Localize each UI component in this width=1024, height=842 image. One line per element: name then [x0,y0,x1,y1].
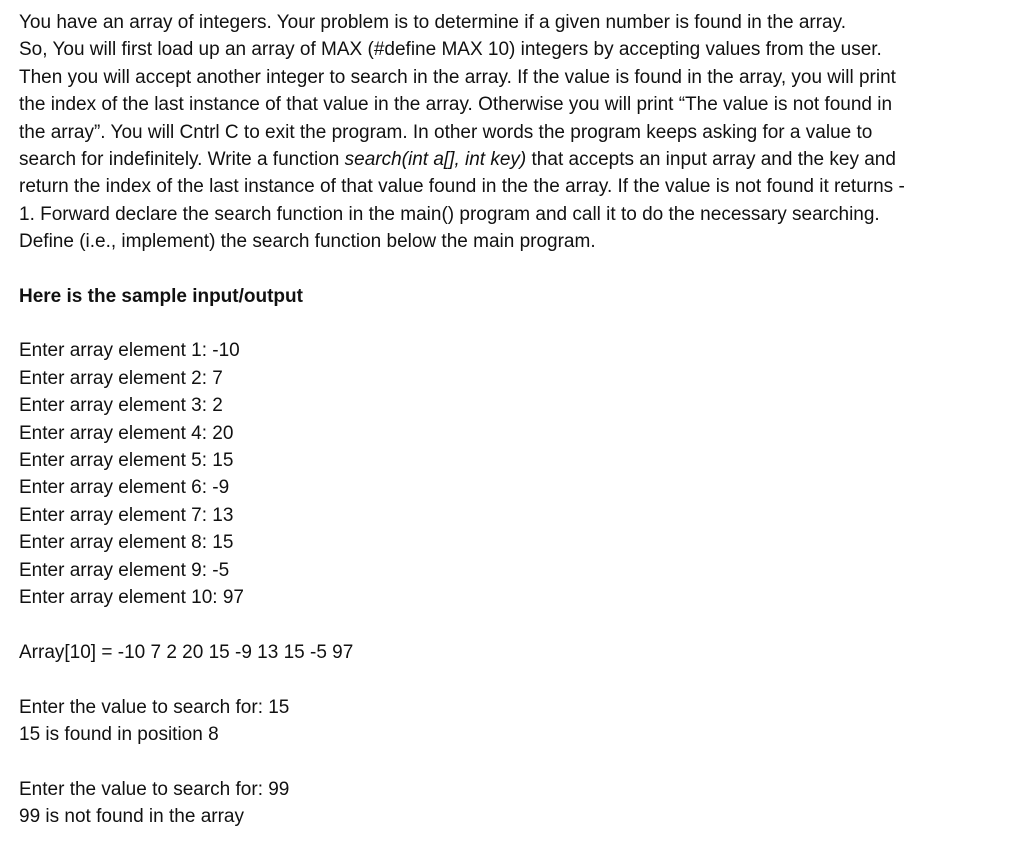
array-line: Array[10] = -10 7 2 20 15 -9 13 15 -5 97 [19,641,354,663]
input-line: Enter array element 2: 7 [19,367,223,389]
array-output [19,639,1009,666]
problem-line: You have an array of integers. Your problem is to determine if a given number is found in the array. [19,12,846,33]
search-session-1 [19,694,1009,749]
input-line: Enter array element 10: 97 [19,587,244,609]
problem-line: the index of the last instance of that value in the array. Otherwise you will print “The value is not found in [19,94,893,116]
input-line: Enter array element 9: -5 [19,559,230,581]
input-line: Enter array element 3: 2 [19,395,223,417]
problem-line: return the index of the last instance of that value found in the the array. If the value is not found it returns - [19,176,905,198]
sample-heading: Here is the sample input/output [19,285,303,307]
problem-statement [19,9,1009,256]
problem-text: that accepts an input array and the key and [526,149,896,171]
problem-line: So, You will first load up an array of MAX (#define MAX 10) integers by accepting values from the user. [19,39,882,61]
search-prompt: Enter the value to search for: 15 [19,696,290,718]
search-result: 15 is found in position 8 [19,724,219,746]
problem-text: search for indefinitely. Write a function [19,149,345,171]
input-line: Enter array element 5: 15 [19,450,234,472]
input-line: Enter array element 6: -9 [19,477,230,499]
input-line: Enter array element 7: 13 [19,504,234,526]
search-prompt: Enter the value to search for: 99 [19,778,290,800]
function-signature: search(int a[], int key) [344,149,527,171]
problem-line: the array”. You will Cntrl C to exit the program. In other words the program keeps asking for a value to [19,121,873,143]
problem-line [19,146,1009,173]
input-line: Enter array element 1: -10 [19,340,240,362]
problem-line: Then you will accept another integer to search in the array. If the value is found in the array, you will print [19,66,896,88]
document [19,9,1009,831]
search-session-2 [19,776,1009,831]
search-result: 99 is not found in the array [19,806,244,828]
input-line: Enter array element 4: 20 [19,422,234,444]
sample-inputs [19,337,1009,611]
problem-line: Define (i.e., implement) the search function below the main program. [19,231,596,253]
input-line: Enter array element 8: 15 [19,532,234,554]
problem-line: 1. Forward declare the search function in the main() program and call it to do the necessary searching. [19,203,880,225]
